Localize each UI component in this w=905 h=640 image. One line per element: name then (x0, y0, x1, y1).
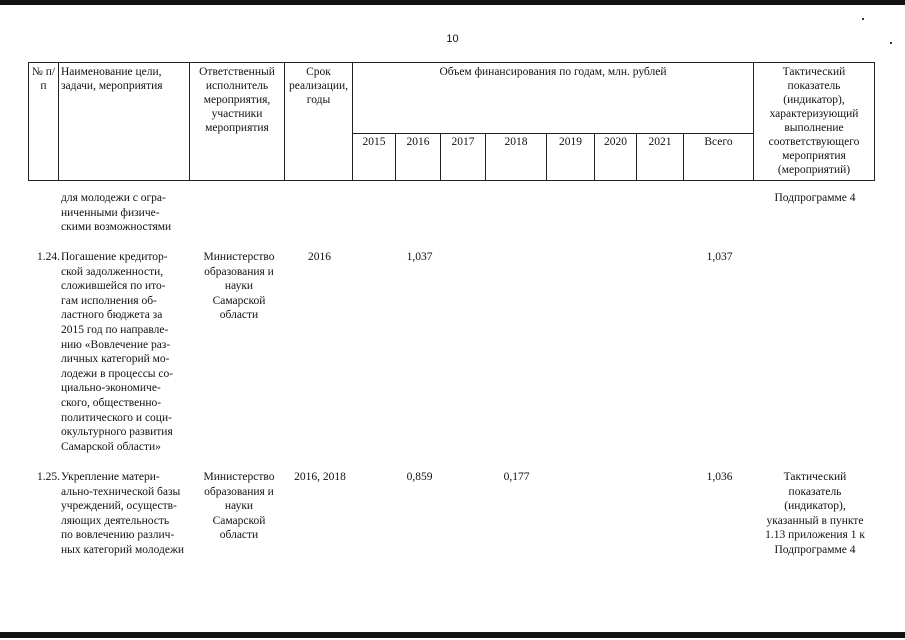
row-1-25-responsible: Министерство образования и науки Самарской области (203, 471, 275, 542)
row-1-25-indicator: Тактический показатель (индикатор), указанный в пункте 1.13 приложения 1 к Подпрограмме 4 (765, 471, 865, 556)
header-indicator: Тактический показатель (индикатор), характеризующий выполнение соответствующего мероприятия (мероприятий) (754, 63, 875, 181)
header-financing: Объем финансирования по годам, млн. рублей (353, 63, 754, 134)
row-1-24-total: 1,037 (706, 251, 733, 263)
year-2021: 2021 (637, 134, 684, 181)
header-responsible: Ответственный исполнитель мероприятия, участники мероприятия (190, 63, 285, 181)
row-1-25-number: 1.25. (37, 471, 60, 483)
year-2019: 2019 (547, 134, 595, 181)
year-2018: 2018 (486, 134, 547, 181)
row-1-24-name: Погашение кредитор- ской задолженности, сложившейся по ито- гам исполнения об- ластного бюджета за 2015 год по направле- нию «Вовлечение раз- личных категорий мо- лодежи в процессы со- циально-экономиче- ского, общественно- политического и соци- окультурного развития Самарской области» (61, 251, 174, 453)
row-1-25-name: Укрепление матери- ально-технической базы учреждений, осуществ- ляющих деятельность по вовлечению различ- ных категорий молодежи (61, 471, 185, 556)
row-1-24-responsible: Министерство образования и науки Самарской области (203, 251, 275, 322)
year-2017: 2017 (441, 134, 486, 181)
header-term: Срок реализации, годы (285, 63, 353, 181)
row-1-24-2016: 1,037 (406, 251, 433, 263)
scan-speck (890, 42, 892, 44)
row-1-24-term: 2016 (308, 251, 331, 263)
row-1-24-number: 1.24. (37, 251, 60, 263)
header-name: Наименование цели, задачи, мероприятия (59, 63, 190, 181)
year-2020: 2020 (595, 134, 637, 181)
year-2016: 2016 (396, 134, 441, 181)
row-1-25-total: 1,036 (706, 471, 733, 483)
bottom-border (0, 632, 905, 638)
row-continuation-indicator: Подпрограмме 4 (774, 192, 856, 204)
row-continuation-name: для молодежи с огра- ниченными физиче- скими возможностями (61, 192, 172, 234)
scan-speck (862, 18, 864, 20)
header-num: № п/п (29, 63, 59, 181)
row-1-25-2018: 0,177 (503, 471, 530, 483)
year-total: Всего (684, 134, 754, 181)
row-1-25-term: 2016, 2018 (294, 471, 346, 483)
year-2015: 2015 (353, 134, 396, 181)
table-header (28, 62, 875, 181)
page-number: 10 (446, 33, 459, 45)
row-1-25-2016: 0,859 (406, 471, 433, 483)
top-border (0, 0, 905, 5)
